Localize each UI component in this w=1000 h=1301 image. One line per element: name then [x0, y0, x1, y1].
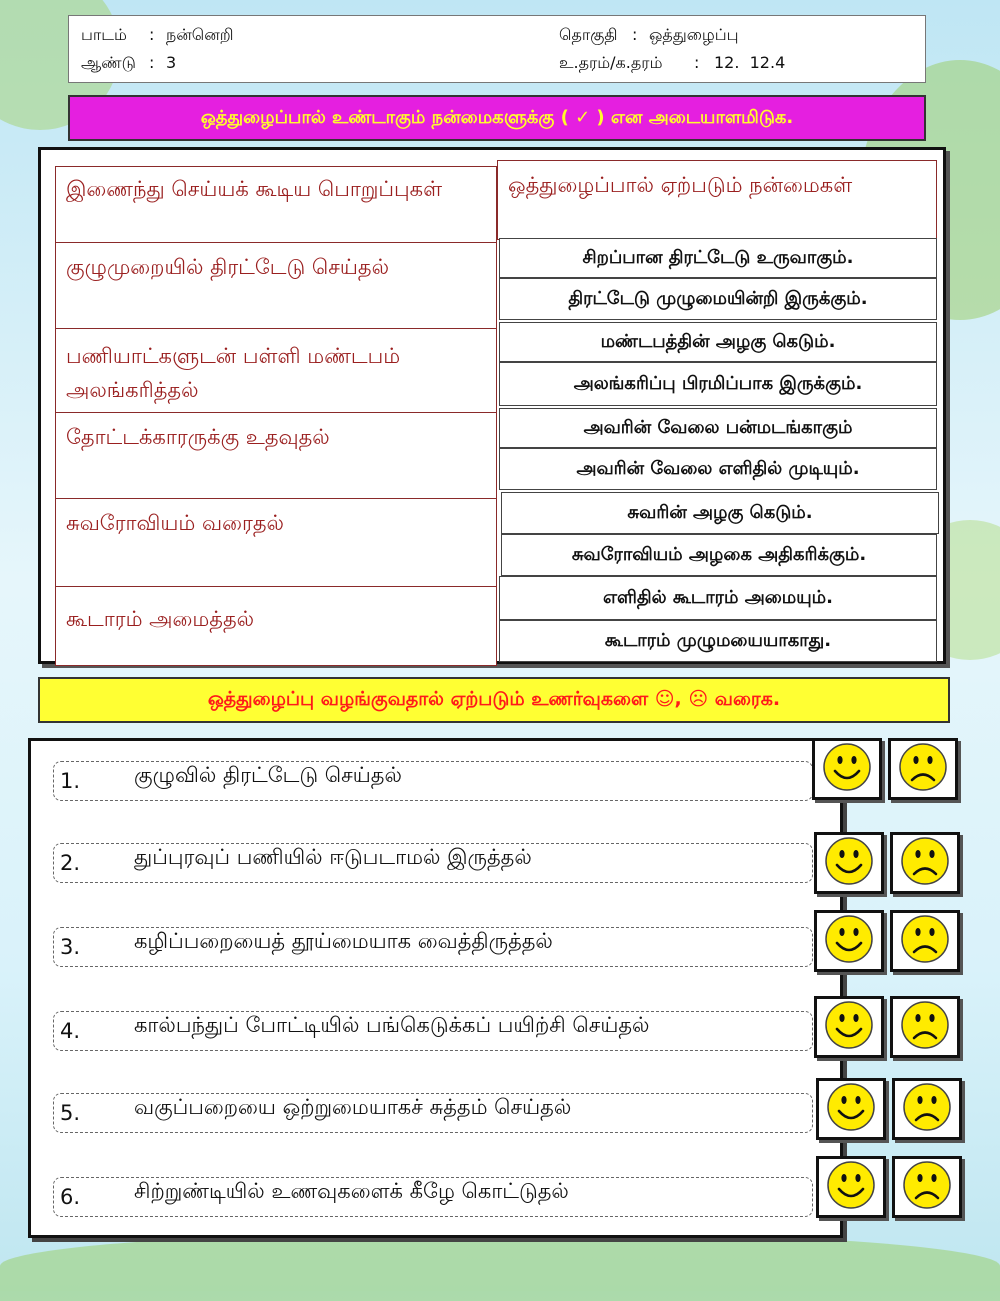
col-left-header: இணைந்து செய்யக் கூடிய பொறுப்புகள் [55, 166, 497, 244]
item-text: சிற்றுண்டியில் உணவுகளைக் கீழே கொட்டுதல் [134, 1179, 569, 1203]
colon: : [149, 53, 155, 72]
sad-face-icon [901, 1159, 953, 1215]
benefit-option[interactable]: அவரின் வேலை பன்மடங்காகும் [499, 408, 937, 448]
task-cell: கூடாரம் அமைத்தல் [55, 586, 497, 666]
sad-face-box[interactable] [892, 1078, 962, 1140]
year-value: 3 [166, 53, 177, 72]
list-item [53, 927, 813, 967]
worksheet-header [68, 15, 926, 83]
benefits-table [38, 147, 946, 664]
sad-face-icon [899, 913, 951, 969]
sad-face-icon [897, 741, 949, 797]
sad-face-box[interactable] [892, 1156, 962, 1218]
benefit-option[interactable]: அவரின் வேலை எளிதில் முடியும். [499, 448, 937, 490]
list-item [53, 843, 813, 883]
sad-face-icon [899, 835, 951, 891]
item-number: 4. [60, 1019, 81, 1043]
happy-face-icon [823, 913, 875, 969]
face-pair [814, 832, 966, 896]
standard-value: 12. 12.4 [714, 53, 786, 72]
colon: : [632, 25, 638, 44]
task-cell: சுவரோவியம் வரைதல் [55, 498, 497, 588]
task-cell: குழுமுறையில் திரட்டேடு செய்தல் [55, 242, 497, 330]
col-right-header: ஒத்துழைப்பால் ஏற்படும் நன்மைகள் [497, 160, 937, 240]
item-text: வகுப்பறையை ஒற்றுமையாகச் சுத்தம் செய்தல் [134, 1095, 572, 1119]
list-item [53, 1177, 813, 1217]
face-pair [816, 1156, 968, 1220]
benefit-option[interactable]: எளிதில் கூடாரம் அமையும். [499, 576, 937, 620]
section1-instruction: ஒத்துழைப்பால் உண்டாகும் நன்மைகளுக்கு ( ✓ ) என அடையாளமிடுக. [68, 95, 926, 141]
topic-label: தொகுதி [559, 25, 618, 44]
benefit-option[interactable]: சுவரோவியம் அழகை அதிகரிக்கும். [501, 534, 937, 576]
item-text: கழிப்பறையைத் தூய்மையாக வைத்திருத்தல் [134, 929, 553, 953]
list-item [53, 1011, 813, 1051]
sad-face-box[interactable] [888, 738, 958, 800]
list-item [53, 761, 813, 801]
benefit-option[interactable]: திரட்டேடு முழுமையின்றி இருக்கும். [499, 278, 937, 320]
face-pair [812, 738, 964, 802]
standard-label: உ.தரம்/க.தரம் [559, 53, 663, 72]
item-number: 5. [60, 1101, 81, 1125]
feelings-list [28, 738, 843, 1238]
benefit-option[interactable]: மண்டபத்தின் அழகு கெடும். [499, 322, 937, 362]
happy-face-icon [825, 1081, 877, 1137]
happy-face-box[interactable] [816, 1156, 886, 1218]
section2-instruction: ஒத்துழைப்பு வழங்குவதால் ஏற்படும் உணர்வுகளை ☺, ☹ வரைக. [38, 677, 950, 723]
topic-value: ஒத்துழைப்பு [649, 25, 739, 44]
item-number: 3. [60, 935, 81, 959]
colon: : [694, 53, 700, 72]
colon: : [149, 25, 155, 44]
sad-face-box[interactable] [890, 832, 960, 894]
benefit-option[interactable]: கூடாரம் முழுமயையாகாது. [499, 620, 937, 662]
happy-face-box[interactable] [814, 910, 884, 972]
happy-face-icon [823, 999, 875, 1055]
year-label: ஆண்டு [81, 53, 136, 72]
benefit-option[interactable]: சிறப்பான திரட்டேடு உருவாகும். [499, 238, 937, 278]
happy-face-box[interactable] [812, 738, 882, 800]
list-item [53, 1093, 813, 1133]
face-pair [814, 910, 966, 974]
item-text: கால்பந்துப் போட்டியில் பங்கெடுக்கப் பயிற்சி செய்தல் [134, 1013, 650, 1037]
face-pair [814, 996, 966, 1060]
subject-value: நன்னெறி [166, 25, 234, 44]
subject-label: பாடம் [81, 25, 127, 44]
happy-face-box[interactable] [816, 1078, 886, 1140]
item-text: குழுவில் திரட்டேடு செய்தல் [134, 763, 402, 787]
happy-face-box[interactable] [814, 832, 884, 894]
item-number: 6. [60, 1185, 81, 1209]
task-cell: தோட்டக்காரருக்கு உதவுதல் [55, 412, 497, 500]
sad-face-icon [899, 999, 951, 1055]
happy-face-box[interactable] [814, 996, 884, 1058]
sad-face-icon [901, 1081, 953, 1137]
happy-face-icon [823, 835, 875, 891]
item-text: துப்புரவுப் பணியில் ஈடுபடாமல் இருத்தல் [134, 845, 532, 869]
happy-face-icon [821, 741, 873, 797]
happy-face-icon [825, 1159, 877, 1215]
sad-face-box[interactable] [890, 996, 960, 1058]
face-pair [816, 1078, 968, 1142]
sad-face-box[interactable] [890, 910, 960, 972]
task-cell: பணியாட்களுடன் பள்ளி மண்டபம் அலங்கரித்தல் [55, 328, 497, 414]
item-number: 2. [60, 851, 81, 875]
benefit-option[interactable]: சுவரின் அழகு கெடும். [501, 492, 939, 534]
benefit-option[interactable]: அலங்கரிப்பு பிரமிப்பாக இருக்கும். [499, 362, 937, 406]
item-number: 1. [60, 769, 81, 793]
